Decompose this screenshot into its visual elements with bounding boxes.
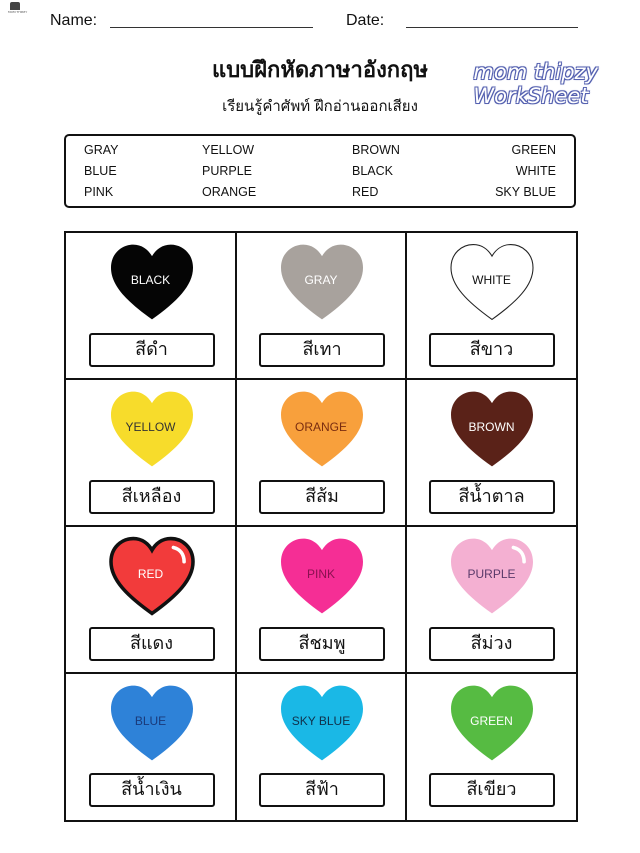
word-bank-item: BROWN xyxy=(352,143,400,157)
heart-color-label: PINK xyxy=(306,567,335,581)
name-label: Name: xyxy=(50,12,98,29)
watermark-line-2: WorkSheet xyxy=(473,84,589,108)
color-card xyxy=(66,233,237,380)
word-bank-item: YELLOW xyxy=(202,143,255,157)
thai-color-name: สีดำ xyxy=(89,333,215,367)
thai-color-name: สีม่วง xyxy=(429,627,555,661)
thai-color-name: สีน้ำเงิน xyxy=(89,773,215,807)
brand-logo xyxy=(8,2,40,14)
thai-color-name: สีเขียว xyxy=(429,773,555,807)
color-card xyxy=(407,674,576,820)
worksheet-watermark xyxy=(473,60,598,108)
word-bank-item: PINK xyxy=(84,185,114,199)
name-line xyxy=(110,27,313,28)
heart-color-label: ORANGE xyxy=(294,420,347,434)
heart-color-label: WHITE xyxy=(472,273,511,287)
word-bank-item: PURPLE xyxy=(202,164,253,178)
heart-color-label: GRAY xyxy=(304,273,338,287)
color-card xyxy=(407,527,576,674)
heart-color-label: PURPLE xyxy=(467,567,516,581)
thai-color-name: สีเหลือง xyxy=(89,480,215,514)
thai-color-name: สีแดง xyxy=(89,627,215,661)
thai-color-name: สีชมพู xyxy=(259,627,385,661)
color-card-grid xyxy=(64,231,578,822)
thai-color-name: สีเทา xyxy=(259,333,385,367)
heart-color-label: RED xyxy=(137,567,164,581)
color-card xyxy=(407,380,576,527)
thai-color-name: สีส้ม xyxy=(259,480,385,514)
logo-text: MOM THIPZY xyxy=(8,10,28,14)
date-label: Date: xyxy=(346,12,385,29)
heart-color-label: BLACK xyxy=(130,273,171,287)
watermark-line-1: mom thipzy xyxy=(473,60,598,84)
page-title: แบบฝึกหัดภาษาอังกฤษ xyxy=(212,58,428,83)
heart-color-label: GREEN xyxy=(470,714,513,728)
thai-color-name: สีขาว xyxy=(429,333,555,367)
heart-color-label: YELLOW xyxy=(125,420,176,434)
date-line xyxy=(406,27,578,28)
thai-color-name: สีน้ำตาล xyxy=(429,480,555,514)
thai-color-name: สีฟ้า xyxy=(259,773,385,807)
word-bank-item: SKY BLUE xyxy=(495,185,556,199)
word-bank xyxy=(64,134,576,208)
color-card xyxy=(66,527,237,674)
color-card xyxy=(237,380,407,527)
word-bank-item: ORANGE xyxy=(202,185,257,199)
page-subtitle: เรียนรู้คำศัพท์ ฝึกอ่านออกเสียง xyxy=(222,97,418,115)
word-bank-item: RED xyxy=(352,185,379,199)
word-bank-item: WHITE xyxy=(515,164,556,178)
color-card xyxy=(237,674,407,820)
heart-color-label: BROWN xyxy=(468,420,515,434)
word-bank-item: BLACK xyxy=(352,164,393,178)
color-card xyxy=(237,527,407,674)
color-card xyxy=(237,233,407,380)
color-card xyxy=(66,674,237,820)
heart-color-label: BLUE xyxy=(134,714,167,728)
color-card xyxy=(407,233,576,380)
word-bank-item: BLUE xyxy=(84,164,117,178)
color-card xyxy=(66,380,237,527)
heart-color-label: SKY BLUE xyxy=(291,714,351,728)
word-bank-item: GREEN xyxy=(511,143,556,157)
word-bank-item: GRAY xyxy=(84,143,119,157)
logo-mark xyxy=(10,2,20,10)
